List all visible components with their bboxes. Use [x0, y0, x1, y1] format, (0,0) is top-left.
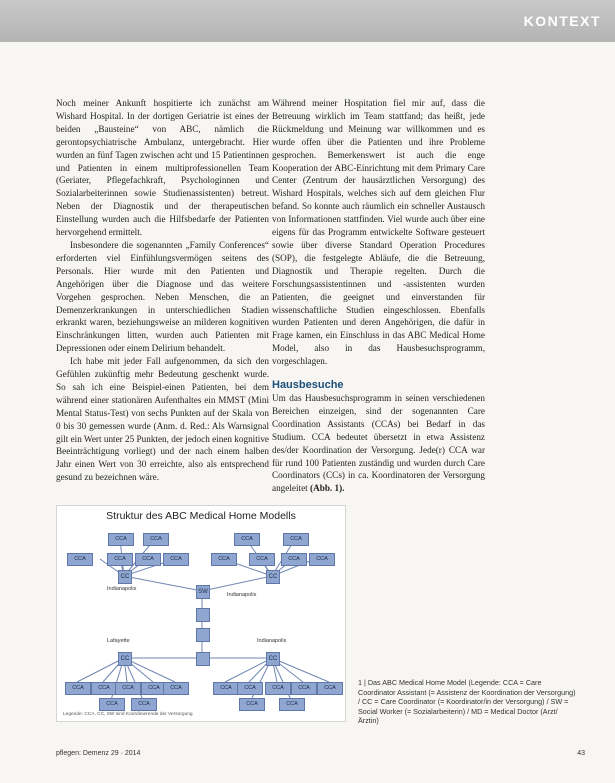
- cc-node: CC: [266, 570, 280, 584]
- cca-node: CCA: [163, 682, 189, 695]
- right-column: [272, 97, 485, 495]
- cca-node: CCA: [115, 682, 141, 695]
- paragraph: Insbesondere die sogenannten „Family Conferences“ erforderten viel Einfühlungsvermögen seitens des Personals. Hier wurde mit den Patienten und Angehörigen über die Diagnose und das weitere Vorgehen gesprochen. Neben Menschen, die an Demenzerkrankungen in unterschiedlichen Stadien erkrankt waren, beziehungsweise an milderen kognitiven Einschränkungen litten, wurden auch Patienten mit Depressionen oder einem Delirium behandelt.: [56, 239, 269, 354]
- section-label: KONTEXT: [523, 13, 601, 29]
- paragraph: Noch meiner Ankunft hospitierte ich zunächst am Wishard Hospital. In der dortigen Geriatrie ist eines der beiden „Bausteine“ von ABC, nämlich die gerontopsychiatrische Ambulanz, untergebracht. Hier wurden an fünf Tagen zwischen acht und 15 Patientinnen und Patienten in einem multiprofessionellen Team (Geriater, Pflegefachkraft, Psychologinnen und Sozialarbeiterinnen sowie Studienassistenten) betreut. Neben der Diagnostik und der therapeutischen Einstellung wurden auch die Hilfsbedarfe der Patienten hervorgehend ermittelt.: [56, 98, 269, 238]
- cca-node: CCA: [107, 553, 133, 566]
- cca-node: CCA: [249, 553, 275, 566]
- sw-node: SW: [196, 585, 210, 599]
- hub-node: [196, 608, 210, 622]
- cca-node: CCA: [309, 553, 335, 566]
- section-header-bar: [0, 0, 615, 42]
- cca-node: CCA: [141, 682, 167, 695]
- cca-node: CCA: [317, 682, 343, 695]
- cca-node: CCA: [131, 698, 157, 711]
- cc-node: CC: [118, 652, 132, 666]
- cc-node: CC: [118, 570, 132, 584]
- cca-node: CCA: [239, 698, 265, 711]
- subheading: Hausbesuche: [272, 379, 344, 392]
- figure-title: Struktur des ABC Medical Home Modells: [106, 510, 296, 522]
- left-column: [56, 97, 269, 484]
- cca-node: CCA: [67, 553, 93, 566]
- cca-node: CCA: [163, 553, 189, 566]
- cca-node: CCA: [135, 553, 161, 566]
- region-label: Indianapolis: [257, 638, 287, 644]
- cca-node: CCA: [143, 533, 169, 546]
- hub-node: [196, 628, 210, 642]
- figure-reference: (Abb. 1).: [310, 483, 345, 494]
- cca-node: CCA: [234, 533, 260, 546]
- region-label: Lafayette: [107, 638, 130, 644]
- cca-node: CCA: [211, 553, 237, 566]
- cca-node: CCA: [213, 682, 239, 695]
- cca-node: CCA: [237, 682, 263, 695]
- figure-caption: 1 | Das ABC Medical Home Model (Legende: CCA = Care Coordinator Assistant (= Assistenz der Koordination der Versorgung) / CC = Care Coordinator (= Koordinator/in der Versorgung) / SW = Social Worker (= Sozialarbeiterin) / MD = Medical Doctor (Arzt/Ärztin): [358, 678, 576, 726]
- figure-legend: Legende: CCA, CC, SW sind Koordinierende der Versorgung: [63, 712, 193, 717]
- figure-diagram: [56, 505, 346, 722]
- hub-node: [196, 652, 210, 666]
- cca-node: CCA: [291, 682, 317, 695]
- cca-node: CCA: [99, 698, 125, 711]
- region-label: Indianapolis: [227, 592, 257, 598]
- footer-publication: pflegen: Demenz 29 · 2014: [56, 750, 141, 757]
- cca-node: CCA: [279, 698, 305, 711]
- cca-node: CCA: [91, 682, 117, 695]
- paragraph-text: Um das Hausbesuchsprogramm in seinen verschiedenen Bereichen einzeigen, sind der sogenannten Care Coordination Assistants (CCAs) bei Bedarf in das Studium. CCA bedeutet übersetzt in etwa Assistenz des/der Koordination der Versorgung. Jede(r) CCA war für rund 100 Patienten zuständig und wurden durch Care Coordinators (CCs) in ca. Koordinatoren der Versorgung angeleitet: [272, 393, 485, 494]
- cca-node: CCA: [265, 682, 291, 695]
- cca-node: CCA: [65, 682, 91, 695]
- cc-node: CC: [266, 652, 280, 666]
- cca-node: CCA: [281, 553, 307, 566]
- paragraph: [272, 392, 485, 495]
- cca-node: CCA: [283, 533, 309, 546]
- region-label: Indianapolis: [107, 586, 137, 592]
- cca-node: CCA: [108, 533, 134, 546]
- page-number: 43: [577, 750, 585, 757]
- paragraph: Während meiner Hospitation fiel mir auf, dass die Betreuung wirklich im Team stattfand; das heißt, jede Rückmeldung und Meinung war willkommen und es wurde offen über die Patienten und ihre Probleme gesprochen. Bemerkenswert ist auch die enge Kooperation der ABC-Einrichtung mit dem Primary Care Center (Zentrum der hausärztlichen Versorgung) des Wishard Hospitals, welches sich auf dem gleichen Flur befand. So konnte auch räumlich ein schneller Austausch von Informationen stattfinden. Viel wurde auch über eine eigens für das Programm entwickelte Software gesteuert sowie über diverse Standard Operation Procedures (SOP), die festgelegte Abläufe, die die Betreuung, Diagnostik und Therapie regelten. Durch die Forschungsassistentinnen und -assistenten wurden Patienten, die geeignet und einverstanden für wissenschaftliche Studien eingeschlossen. Ebenfalls wurden Patienten und deren Angehörigen, die dafür in Frage kamen, ein Einschluss in das ABC Medical Home Model, also in das Hausbesuchsprogramm, vorgeschlagen.: [272, 98, 485, 367]
- paragraph: Ich habe mit jeder Fall aufgenommen, da sich den Gefühlen zukünftig mehr Bedeutung geschenkt wurde. So sah ich eine Beispiel-einen Patienten, bei dem während einer stationären Aufenthaltes ein MMST (Mini Mental Status-Test) von sechs Punkten auf der Skala von 0 bis 30 gemessen wurde (Anm. d. Red.: Als Warnsignal gilt ein Wert unter 25 Punkten, der jedoch einen kognitive Beeinträchtigung vorliegt) und der nach einem halben Jahr einen Wert von 30 erreichte, also als entsprechend gesund zu bezeichnen wäre.: [56, 356, 269, 483]
